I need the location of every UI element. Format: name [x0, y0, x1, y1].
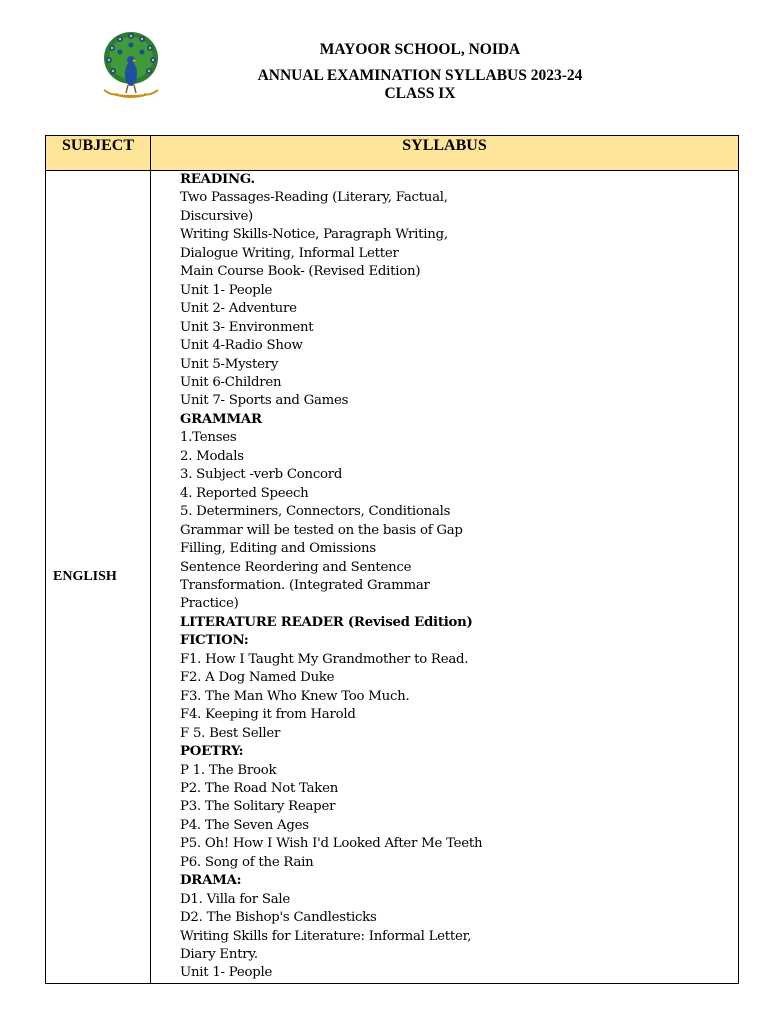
- section-heading: FICTION:: [180, 633, 249, 649]
- class-label: CLASS IX: [384, 85, 456, 102]
- list-item: Unit 4-Radio Show: [180, 338, 303, 354]
- section-heading: DRAMA:: [180, 873, 242, 889]
- table-row: [46, 171, 739, 984]
- syllabus-table: [45, 135, 739, 984]
- list-item: Writing Skills for Literature: Informal Letter,: [180, 928, 472, 944]
- list-item: Unit 6-Children: [180, 374, 282, 390]
- list-item: 5. Determiners, Connectors, Conditionals: [180, 504, 451, 520]
- list-item: Sentence Reordering and Sentence: [180, 559, 412, 575]
- exam-title: ANNUAL EXAMINATION SYLLABUS 2023-24: [257, 67, 583, 84]
- section-heading: GRAMMAR: [180, 411, 262, 427]
- subject-column-header: SUBJECT: [46, 136, 151, 171]
- list-item: Practice): [180, 596, 239, 612]
- list-item: D2. The Bishop's Candlesticks: [180, 910, 377, 926]
- list-item: P6. Song of the Rain: [180, 854, 314, 870]
- list-item: Unit 1- People: [180, 965, 273, 981]
- list-item: Unit 3- Environment: [180, 319, 314, 335]
- list-item: Writing Skills-Notice, Paragraph Writing,: [180, 227, 448, 243]
- list-item: Discursive): [180, 208, 253, 224]
- list-item: Unit 2- Adventure: [180, 301, 297, 317]
- school-name: MAYOOR SCHOOL, NOIDA: [319, 41, 521, 58]
- list-item: 3. Subject -verb Concord: [180, 467, 343, 483]
- section-heading: LITERATURE READER (Revised Edition): [180, 614, 473, 630]
- list-item: Diary Entry.: [180, 947, 258, 963]
- list-item: 2. Modals: [180, 448, 244, 464]
- peacock-logo-icon: [100, 30, 162, 104]
- section-heading: READING.: [180, 172, 255, 187]
- list-item: P4. The Seven Ages: [180, 817, 309, 833]
- list-item: P2. The Road Not Taken: [180, 780, 339, 796]
- list-item: Two Passages-Reading (Literary, Factual,: [180, 190, 448, 206]
- list-item: Filling, Editing and Omissions: [180, 541, 376, 557]
- list-item: F2. A Dog Named Duke: [180, 670, 335, 686]
- list-item: Unit 5-Mystery: [180, 356, 279, 372]
- syllabus-column-header: SYLLABUS: [151, 136, 739, 171]
- list-item: F1. How I Taught My Grandmother to Read.: [180, 651, 469, 667]
- list-item: Grammar will be tested on the basis of Gap: [180, 522, 463, 538]
- list-item: Unit 7- Sports and Games: [180, 393, 349, 409]
- list-item: Dialogue Writing, Informal Letter: [180, 245, 399, 261]
- syllabus-list: [151, 171, 738, 983]
- list-item: F 5. Best Seller: [180, 725, 281, 741]
- list-item: Main Course Book- (Revised Edition): [180, 264, 421, 280]
- list-item: P3. The Solitary Reaper: [180, 799, 336, 815]
- list-item: 4. Reported Speech: [180, 485, 309, 501]
- list-item: Unit 1- People: [180, 282, 273, 298]
- list-item: Transformation. (Integrated Grammar: [180, 577, 430, 593]
- table-header-row: [46, 136, 739, 171]
- list-item: 1.Tenses: [180, 430, 237, 446]
- list-item: F4. Keeping it from Harold: [180, 707, 356, 723]
- list-item: F3. The Man Who Knew Too Much.: [180, 688, 410, 704]
- syllabus-cell: [151, 171, 739, 984]
- subject-cell: ENGLISH: [46, 171, 151, 984]
- list-item: D1. Villa for Sale: [180, 891, 291, 907]
- list-item: P5. Oh! How I Wish I'd Looked After Me Teeth: [180, 836, 483, 852]
- list-item: P 1. The Brook: [180, 762, 277, 778]
- section-heading: POETRY:: [180, 744, 244, 760]
